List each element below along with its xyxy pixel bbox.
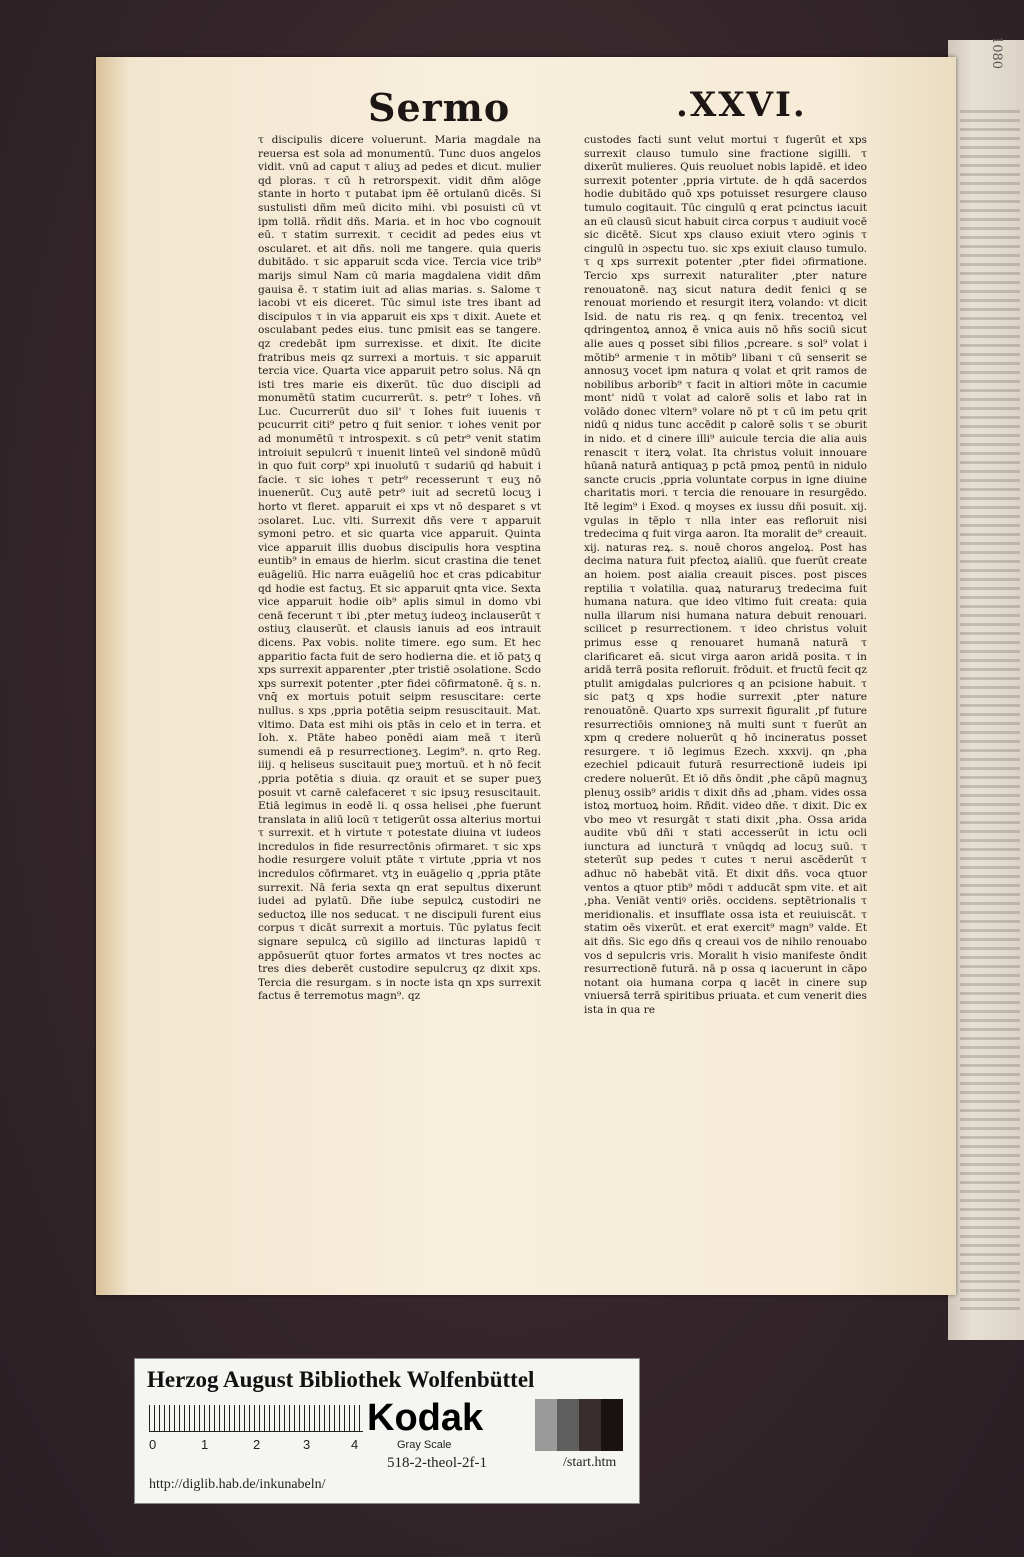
- gray-swatches: [535, 1399, 623, 1451]
- facing-page-text: [960, 110, 1020, 1310]
- column-text-right: custodes facti sunt velut mortui τ fugerūt et xps surrexit clauso tumulo sine fractione sigilli. τ dixerūt mulieres. Quis reuoluet nobis lapidē. et ideo surrexit potenter ,ppria virtute. de h qdā sacerdos hodie dubitādo quō xps potuisset resurgere clauso tumulo cogitauit. Tūc cingulū q erat pcinctus iacuit an eū clausū sicut habuit circa corpus τ audiuit vocē sic dicētē. Sicut xps clauso exiuit vtero ɔginis τ cingulū in ɔspectu tuo. sic xps exiuit clauso tumulo. τ q xps surrexit potenter ,pter fidei ɔfirmatione. Tercio xps surrexit naturaliter ,pter nature renouatonē. naʒ sicut natura dedit fenici q se renouat moriendo et resurgit iterꝝ volando: vt dicit Isid. de natu ris reꝝ. q qn fenix. trecentoꝝ vel qdringentoꝝ annoꝝ ē vnica auis nō hñs sociū sicut alie aues q posset sibi filios ,pcreare. s sol⁹ volat i mōtib⁹ armenie τ in mōtib⁹ libani τ cū senserit se annosuʒ vocet ipm natura q volat et qrit ramos de nobilibus arborib⁹ τ facit in altiori mōte in cacumie mont' nidū τ volat ad calorē solis et labo rat in volādo donec vltern⁹ volare nō pt τ cū im petu qrit nidū q nidus tunc accēdit p calorē solis τ se ɔburit in nido. et d cinere illi⁹ auicule tercia die alia auis renascit τ iterꝝ volat. Ita christus voluit innouare hūanā naturā antiquaʒ p pctā pmoꝝ pentū in nidulo sancte crucis ,ppria voluntate corpus in igne diuine charitatis mori. τ tercia die renouare in resurgēdo. Itē legim⁹ i Exod. q moyses ex iussu dñi posuit. xij. vgulas in tēplo τ nlla inter eas refloruit nisi tredecima q fuit virga aaron. Ita moralit de⁹ creauit. xij. naturas reꝝ. s. nouē choros angeloꝝ. Post has decima natura fuit pfectoꝝ aialiū. que fuerūt create an hoiem. post aialia creauit pisces. post pisces reptilia τ volatilia. quaꝝ naturaruʒ tredecima fuit humana natura. que ideo vltimo fuit creata: quia nulla illarum nisi humana natura debuit renouari. scilicet p resurrectionem. τ ideo christus voluit primus esse q renouaret humanā naturā τ clarificaret eā. sicut virga aaron aridā posita. τ in aridā terrā posita refloruit. frōduit. et fructū fecit qz ptulit amigdalas pulcriores q an pcisione habuit. τ sic patʒ q xps hodie surrexit ,pter nature renouatōnē. Quarto xps surrexit figuralit ,pf future resurrectiōis omnioneʒ nā multi sunt τ fuerūt an xpm q credere noluerūt q hō incineratus posset resurgere. τ iō legimus Ezech. xxxvij. qn ,pha ezechiel pdicauit futurā resurrectionē iudeis ipi credere noluerūt. Et iō dñs ōndit ,phe cāpū magnuʒ plenuʒ ossib⁹ aridis τ dixit dñs ad ,pham. vides ossa istoꝝ mortuoꝝ hoim. Rñdit. video dñe. τ dixit. Dic ex vbo meo vt resurgāt τ stati dixit ,pha. Ossa arida audite vbū dñi τ stati accesserūt in ictu ocli iunctura ad iuncturā τ vnūqdq ad locuʒ suū. τ steterūt sup pedes τ cutes τ nerui ascēderūt τ adhuc nō habebāt vitā. Et dixit dñs. voca qtuor ventos a qtuor ptib⁹ mōdi τ adducāt spm vite. et ait ,pha. Veniāt ventiꝰ oriēs. occidens. septētrionalis τ meridionalis. et insufflate ossa ista et reuiuiscāt. τ statim oēs vixerūt. et erat exercit⁹ magn⁹ valde. Et ait dñs. Sic ego dñs q creaui vos de nihilo renouabo vos d sepulcris vris. Moralit h visio manifeste ōndit resurrectionē futurā. nā p ossa q iacuerunt in cāpo notant oia humana corpa q iacēt in cinere sup vniuersā terrā spiritibus priuata. et cum venerit dies ista in qua re: [584, 134, 867, 1016]
- ruler-number: 2: [253, 1437, 261, 1452]
- running-head-right: .XXVI.: [676, 85, 807, 125]
- text-column-left: [258, 134, 541, 1174]
- gray-swatch: [557, 1399, 579, 1451]
- ruler-number: 4: [351, 1437, 359, 1452]
- calibration-card: [134, 1358, 640, 1504]
- start-page-link: /start.htm: [563, 1455, 617, 1470]
- running-head-left: Sermo: [368, 85, 511, 130]
- facing-page-mark: 1080: [989, 35, 1005, 70]
- library-title: Herzog August Bibliothek Wolfenbüttel: [147, 1367, 535, 1392]
- library-url: http://diglib.hab.de/inkunabeln/: [149, 1477, 326, 1492]
- ruler-number: 0: [149, 1437, 157, 1452]
- text-column-right: [584, 134, 867, 1174]
- gray-swatch: [601, 1399, 623, 1451]
- kodak-logo: Kodak: [367, 1397, 484, 1439]
- ruler-scale: [149, 1405, 363, 1432]
- column-text-left: τ discipulis dicere voluerunt. Maria magdale na reuersa est sola ad monumentū. Tunc duos angelos vidit. vnū ad caput τ aliuʒ ad pedes et dicut. mulier qd ploras. τ cū h retrorspexit. vidit dñm alōge stante in horto τ putabat ipm ēē ortulanū dicēs. Si sustulisti dñm meū dicito mihi. vbi posuisti cū vt ipm tollā. rñdit dñs. Maria. et in hoc vbo cognouit eū. τ statim surrexit. τ cecidit ad pedes eius vt oscularet. et ait dñs. noli me tangere. quia queris dubitādo. τ sic apparuit scda vice. Tercia vice trib⁹ marijs simul Nam cū maria magdalena vidit dñm gauisa ē. τ statim iuit ad alias marias. s. Salome τ iacobi vt eis diceret. Tūc simul iste tres ibant ad discipulos τ in via apparuit eis xps τ dixit. Auete et osculabant pedes eius. tunc pmisit eas se tangere. qz credebāt ipm surrexisse. et dixit. Ite dicite fratribus meis qz surrexi a mortuis. τ sic apparuit tercia vice. Quarta vice apparuit petro solus. Nā qn isti tres marie eis dixerūt. tūc duo discipli ad monumētū statim cucurrerūt. s. petr⁹ τ Iohes. vñ Luc. Cucurrerūt duo sil' τ Iohes fuit iuuenis τ pcucurrit citi⁹ petro q fuit senior. τ iohes venit por ad monumētū τ introspexit. s cū petr⁹ venit statim introiuit sepulcrū τ inuenit linteū vel sindonē mūdū in quo fuit corp⁹ xpi inuolutū τ sudariū qd habuit i facie. τ sic iohes τ petr⁹ recesserunt τ euʒ nō inuenerūt. Cuʒ autē petr⁹ iuit ad secretū locuʒ i horto vt fleret. apparuit ei xps vt nō desparet s vt ɔsolaret. Luc. vlti. Surrexit dñs vere τ apparuit symoni petro. et sic quarta vice apparuit. Quinta vice apparuit illis duobus discipulis hora vesptina euntib⁹ in emaus de hierlm. sicut crastina die tenet euāgeliū. Hic narra euāgeliū hoc et cras pdicabitur qd hodie est factuʒ. Et sic apparuit qnta vice. Sexta vice apparuit hodie oib⁹ aplis simul in domo vbi cenā fecerunt τ ibi ,pter metuʒ iudeoʒ inclauserūt τ ostiuʒ clauserūt. et clausis ianuis ad eos intrauit dicens. Pax vobis. nolite timere. ego sum. Et hec apparitio facta fuit de sero hodierna die. et iō patʒ q xps surrexit apparenter ,pter tristiē ɔsolatione. Scdo xps surrexit potenter ,pter fidei cōfirmatonē. q̄ s. n. vnq̄ ex mortuis potuit seipm resuscitare: certe nullus. s xps ,ppria potētia seipm resuscitauit. Mat. vltimo. Data est mihi ois ptās in celo et in terra. et Ioh. x. Ptāte habeo ponēdi aiam meā τ iterū sumendi eā p resurrectioneʒ. Legim⁹. n. qrto Reg. iiij. q heliseus suscitauit pueʒ mortuū. et h nō fecit ,ppria potētia s diuia. qz orauit et se super pueʒ posuit vt carnē calefaceret τ sic ipsuʒ resuscitauit. Etiā legimus in eodē li. q ossa helisei ,phe fuerunt translata in aliū locū τ tetigerūt ossa alterius mortui τ surrexit. et h virtute τ potestate diuina vt iudeos incredulos in fide resurrectōnis ɔfirmaret. τ sic xps hodie resurgere voluit ptāte τ virtute ,ppria vt nos incredulos cōfirmaret. vtʒ in euāgelio q ,ppria ptāte surrexit. Nā feria sexta qn erat sepultus dixerunt iudei ad pylatū. Dñe iube sepulcꝝ custodiri ne seductoꝝ ille nos seducat. τ ne discipuli furent eius corpus τ dicāt surrexit a mortuis. Tūc pylatus fecit signare sepulcꝝ cū sigillo ad iincturas lapidū τ appōsuerūt qtuor fortes armatos vt tres noctes ac tres dies deberēt custodire sepulcruʒ qz dixit xps. Tercia die resurgam. s in nocte ista qn xps surrexit factus ē terremotus magn⁹. qz: [258, 134, 541, 1003]
- ruler-number: 1: [201, 1437, 209, 1452]
- ruler-number: 3: [303, 1437, 311, 1452]
- gray-scale-label: Gray Scale: [397, 1439, 452, 1451]
- item-identifier: 518-2-theol-2f-1: [387, 1455, 487, 1471]
- gray-swatch: [579, 1399, 601, 1451]
- gray-swatch: [535, 1399, 557, 1451]
